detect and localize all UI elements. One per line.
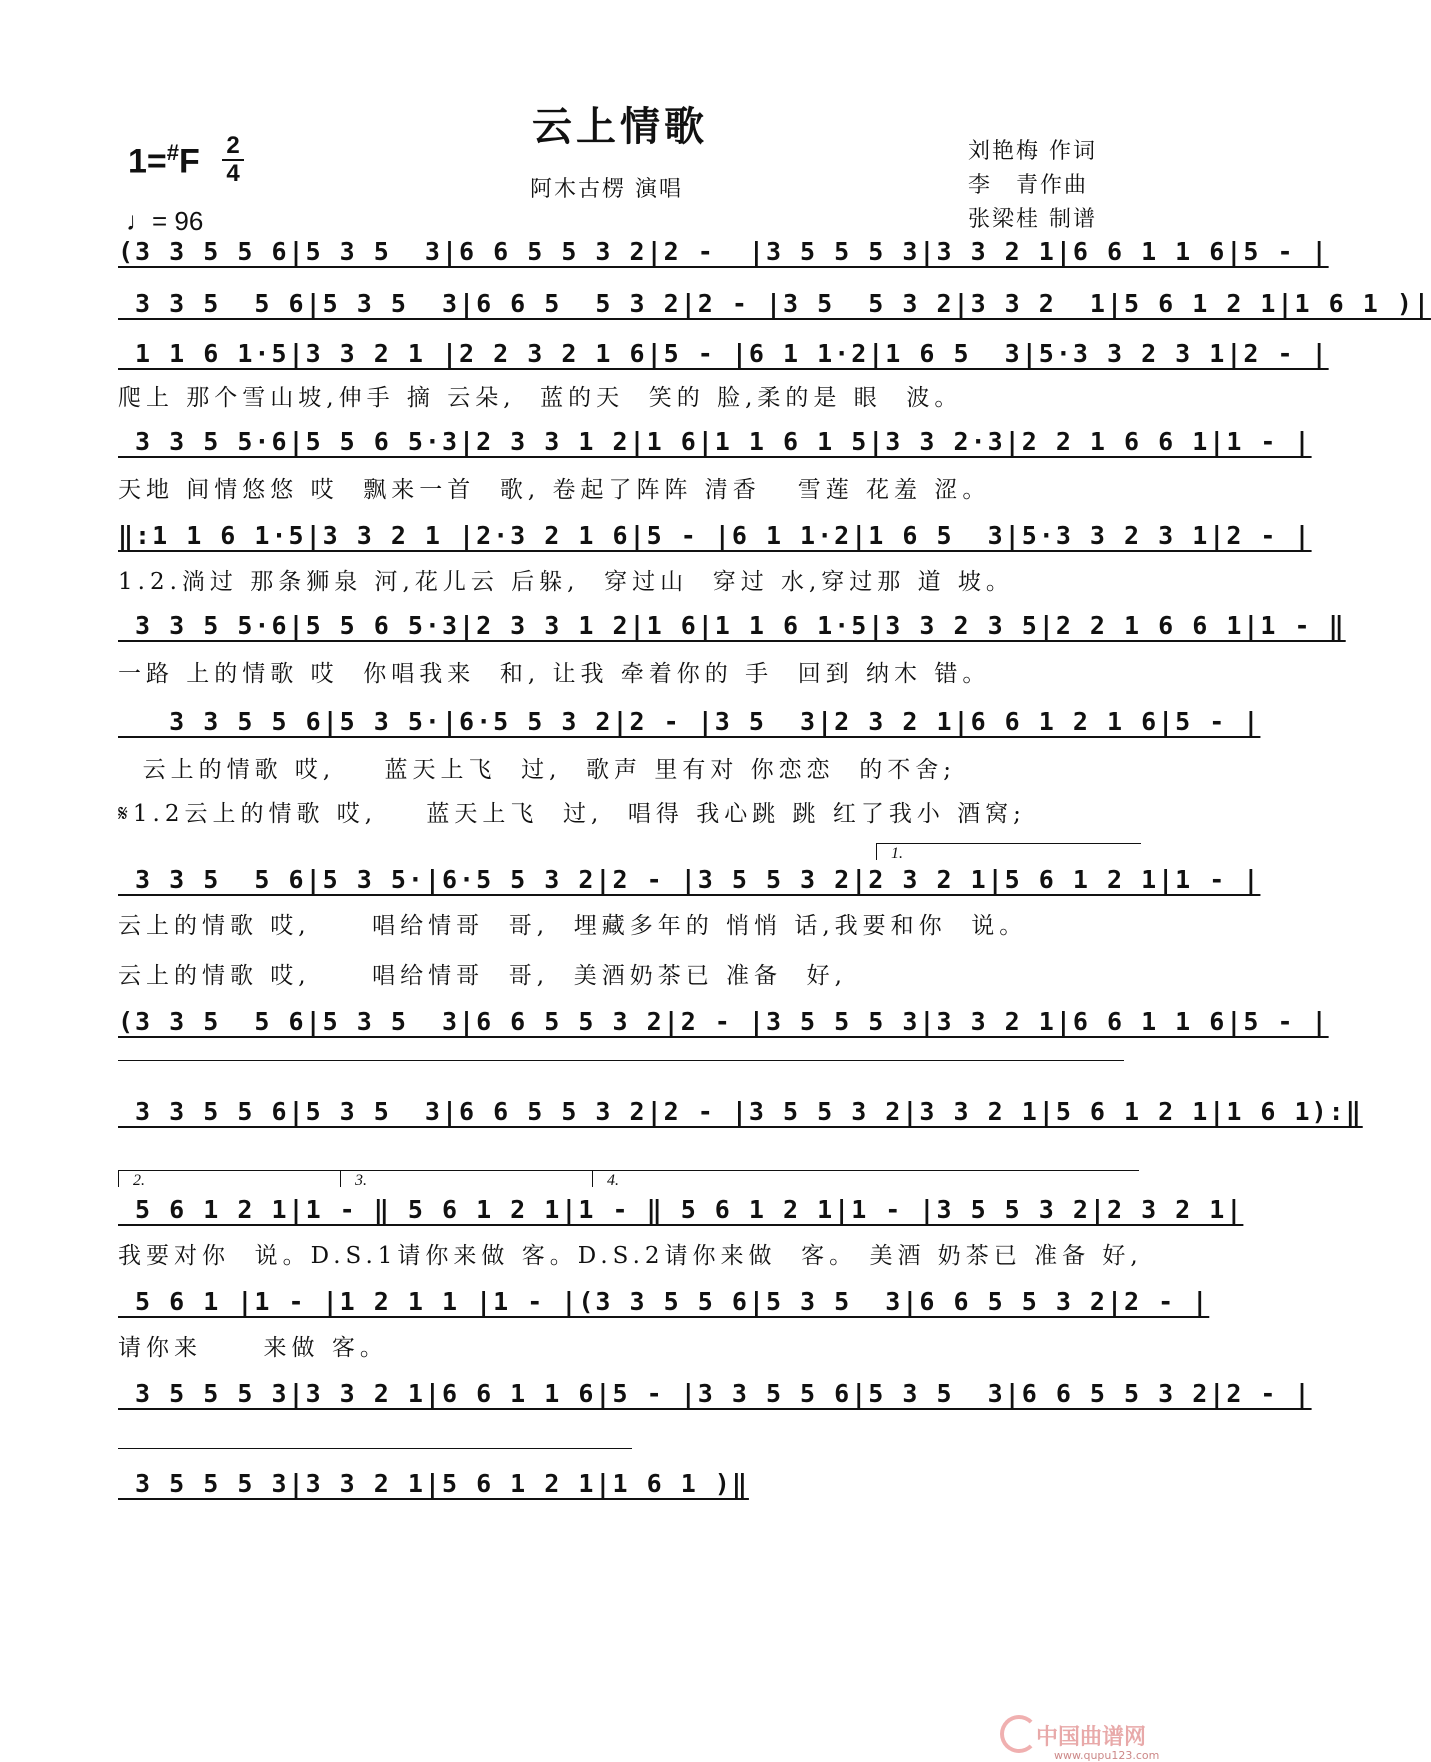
score-row [0,514,1312,595]
volta-line [118,1448,632,1449]
lyric-line: 云上的情歌 哎, 唱给情哥 哥, 美酒奶茶已 准备 好, [118,963,847,989]
score-row [0,858,1261,939]
notation-line: 3 3 5 5 6|5 3 5·|6·5 5 3 2|2 - |3 5 3|2 3 2 1|6 6 1 2 1 6|5 - | [118,707,1261,736]
lyric-line: 爬上 那个雪山坡,伸手 摘 云朵, 蓝的天 笑的 脸,柔的是 眼 波。 [118,385,963,411]
lyric-line: 𝄋1.2云上的情歌 哎, 蓝天上飞 过, 唱得 我心跳 跳 红了我小 酒窝; [118,801,1026,827]
notation-line: 3 3 5 5 6|5 3 5 3|6 6 5 5 3 2|2 - |3 5 5 3 2|3 3 2 1|5 6 1 2 1|1 6 1):‖ [118,1097,1363,1126]
lyric-line: 云上的情歌 哎, 唱给情哥 哥, 埋藏多年的 悄悄 话,我要和你 说。 [118,913,1028,939]
volta-bracket: 4. [592,1170,1139,1187]
time-signature [222,134,244,186]
lyric-line: 天地 间情悠悠 哎 飘来一首 歌, 卷起了阵阵 清香 雪莲 花羞 涩。 [118,477,991,503]
notation-line: 3 5 5 5 3|3 3 2 1|5 6 1 2 1|1 6 1 )‖ [118,1469,749,1498]
score-row [0,420,1312,503]
score-row [0,1280,1240,1361]
time-top: 2 [226,132,240,159]
composer-credit: 李 青作曲 [968,173,1089,198]
notation-line: 3 3 5 5·6|5 5 6 5·3|2 3 3 1 2|1 6|1 1 6 1 5|3 3 2·3|2 2 1 6 6 1|1 - | [118,427,1312,456]
notation-line: 1 1 6 1·5|3 3 2 1 |2 2 3 2 1 6|5 - |6 1 1·2|1 6 5 3|5·3 3 2 3 1|2 - | [118,339,1329,368]
lyric-line: 一路 上的情歌 哎 你唱我来 和, 让我 牵着你的 手 回到 纳木 错。 [118,661,991,687]
song-title: 云上情歌 [532,103,708,150]
key-signature [128,140,200,181]
volta-line [118,1060,1124,1061]
arranger-credit: 张梁桂 制谱 [968,207,1097,232]
notation-line: 3 3 5 5 6|5 3 5 3|6 6 5 5 3 2|2 - |3 5 5 3 2|3 3 2 1|5 6 1 2 1|1 6 1 )| [118,289,1431,318]
score-row [0,1462,1240,1522]
score-row [0,230,1329,290]
key-prefix: 1= [128,142,167,181]
notation-line: 3 3 5 5·6|5 5 6 5·3|2 3 3 1 2|1 6|1 1 6 1·5|3 3 2 3 5|2 2 1 6 6 1|1 - ‖ [118,611,1346,640]
notation-line: (3 3 5 5 6|5 3 5 3|6 6 5 5 3 2|2 - |3 5 5 5 3|3 3 2 1|6 6 1 1 6|5 - | [118,1007,1329,1036]
watermark-logo-icon [1000,1715,1038,1753]
key-note: F [179,142,200,181]
notation-line: 3 5 5 5 3|3 3 2 1|6 6 1 1 6|5 - |3 3 5 5 6|5 3 5 3|6 6 5 5 3 2|2 - | [118,1379,1312,1408]
tempo-marking: ♩= 96 [126,206,204,236]
lyric-line: 1.2.淌过 那条狮泉 河,花儿云 后躲, 穿过山 穿过 水,穿过那 道 坡。 [118,569,1014,595]
notation-line: 5 6 1 |1 - |1 2 1 1 |1 - |(3 3 5 5 6|5 3 5 3|6 6 5 5 3 2|2 - | [118,1287,1210,1316]
lyric-line: 云上的情歌 哎, 蓝天上飞 过, 歌声 里有对 你恋恋 的不舍; [118,757,957,783]
watermark [1036,1720,1159,1762]
key-accidental: # [166,140,180,165]
notation-line: ‖:1 1 6 1·5|3 3 2 1 |2·3 2 1 6|5 - |6 1 1·2|1 6 5 3|5·3 3 2 3 1|2 - | [118,521,1312,550]
notation-line: 5 6 1 2 1|1 - ‖ 5 6 1 2 1|1 - ‖ 5 6 1 2 1|1 - |3 5 5 3 2|2 3 2 1| [118,1195,1244,1224]
notation-line: 3 3 5 5 6|5 3 5·|6·5 5 3 2|2 - |3 5 5 3 2|2 3 2 1|5 6 1 2 1|1 - | [118,865,1261,894]
score-row [0,604,1346,687]
score-row [0,1372,1312,1432]
volta-bracket: 1. [876,843,1141,860]
score-row [0,700,1261,783]
watermark-url: www.qupu123.com [1054,1749,1160,1762]
score-row [0,1000,1329,1060]
score-row [0,1188,1244,1269]
volta-bracket: 3. [340,1170,595,1187]
singer-credit: 阿木古楞 演唱 [530,177,683,202]
lyric-line: 请你来 来做 客。 [118,1335,388,1361]
lyric-line: 我要对你 说。D.S.1请你来做 客。D.S.2请你来做 客。 美酒 奶茶已 准备 好, [118,1243,1143,1269]
time-bottom: 4 [226,160,240,187]
lyricist-credit: 刘艳梅 作词 [968,139,1097,164]
notation-line: (3 3 5 5 6|5 3 5 3|6 6 5 5 3 2|2 - |3 5 5 5 3|3 3 2 1|6 6 1 1 6|5 - | [118,237,1329,266]
score-row [0,332,1329,411]
watermark-brand: 中国曲谱网 [1036,1725,1147,1750]
volta-bracket: 2. [118,1170,343,1187]
credits-block [968,135,1097,237]
score-row [0,1090,1363,1150]
